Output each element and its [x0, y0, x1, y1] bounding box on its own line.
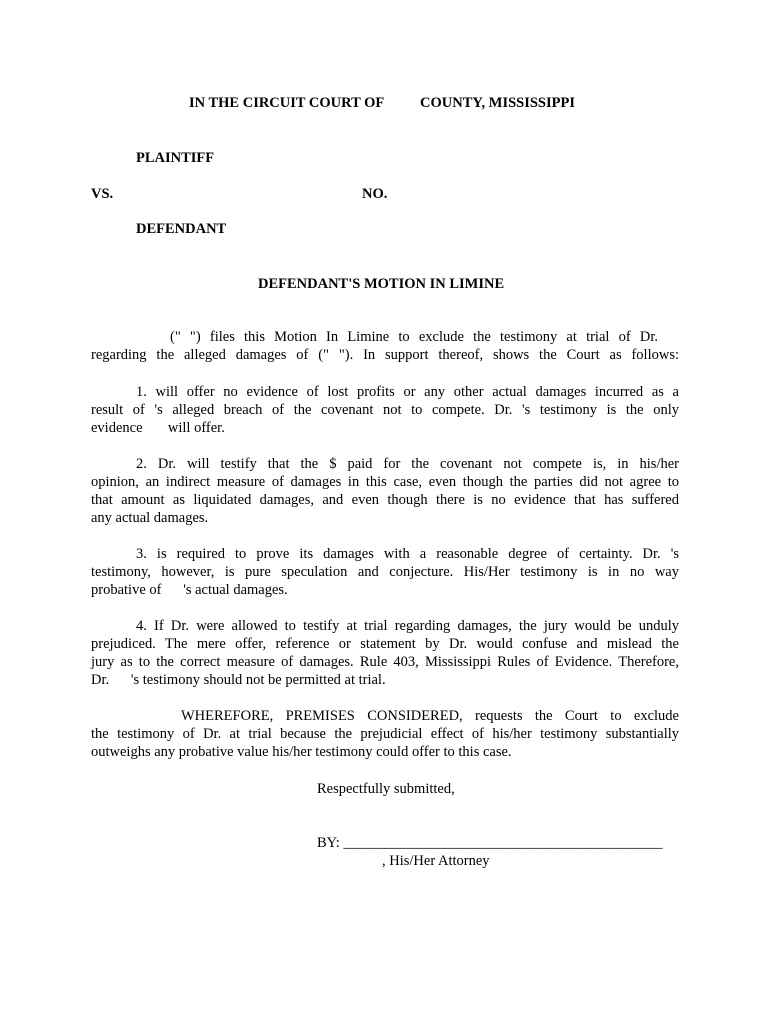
case-number-label: NO. — [362, 186, 388, 202]
intro-line-2: regarding the alleged damages of (" "). In support thereof, shows the Court as follows: — [91, 347, 679, 363]
para3-line-3: probative of 's actual damages. — [91, 582, 288, 598]
para2-line-3: that amount as liquidated damages, and even though there is no evidence that has suffered — [91, 492, 679, 508]
document-title: DEFENDANT'S MOTION IN LIMINE — [258, 276, 505, 292]
para3-line-2: testimony, however, is pure speculation and conjecture. His/Her testimony is in no way — [91, 564, 679, 580]
para1-line-1: 1. will offer no evidence of lost profits or any other actual damages incurred as a — [136, 384, 679, 400]
para4-line-2: prejudiced. The mere offer, reference or statement by Dr. would confuse and mislead the — [91, 636, 679, 652]
defendant-label: DEFENDANT — [136, 221, 227, 237]
vs-label: VS. — [91, 186, 114, 202]
para4-line-3: jury as to the correct measure of damages. Rule 403, Mississippi Rules of Evidence. Therefore, — [91, 654, 679, 670]
court-name-right: COUNTY, MISSISSIPPI — [420, 95, 575, 111]
wherefore-line-2: the testimony of Dr. at trial because the prejudicial effect of his/her testimony substantially — [91, 726, 679, 742]
intro-line-1: (" ") files this Motion In Limine to exclude the testimony at trial of Dr. — [170, 329, 658, 345]
para4-line-4: Dr. 's testimony should not be permitted at trial. — [91, 672, 386, 688]
para1-line-2: result of 's alleged breach of the covenant not to compete. Dr. 's testimony is the only — [91, 402, 679, 418]
wherefore-line-1: WHEREFORE, PREMISES CONSIDERED, requests the Court to exclude — [181, 708, 679, 724]
para4-line-1: 4. If Dr. were allowed to testify at trial regarding damages, the jury would be unduly — [136, 618, 679, 634]
respectfully-submitted: Respectfully submitted, — [317, 781, 455, 797]
wherefore-line-3: outweighs any probative value his/her testimony could offer to this case. — [91, 744, 512, 760]
para2-line-2: opinion, an indirect measure of damages in this case, even though the parties did not agree to — [91, 474, 679, 490]
para2-line-1: 2. Dr. will testify that the $ paid for the covenant not compete is, in his/her — [136, 456, 679, 472]
signature-line: BY: ____________________________________________ — [317, 835, 663, 851]
para2-line-4: any actual damages. — [91, 510, 209, 526]
attorney-label: , His/Her Attorney — [382, 853, 490, 869]
para3-line-1: 3. is required to prove its damages with a reasonable degree of certainty. Dr. 's — [136, 546, 679, 562]
court-name-left: IN THE CIRCUIT COURT OF — [189, 95, 385, 111]
plaintiff-label: PLAINTIFF — [136, 150, 215, 166]
para1-line-3: evidence will offer. — [91, 420, 225, 436]
